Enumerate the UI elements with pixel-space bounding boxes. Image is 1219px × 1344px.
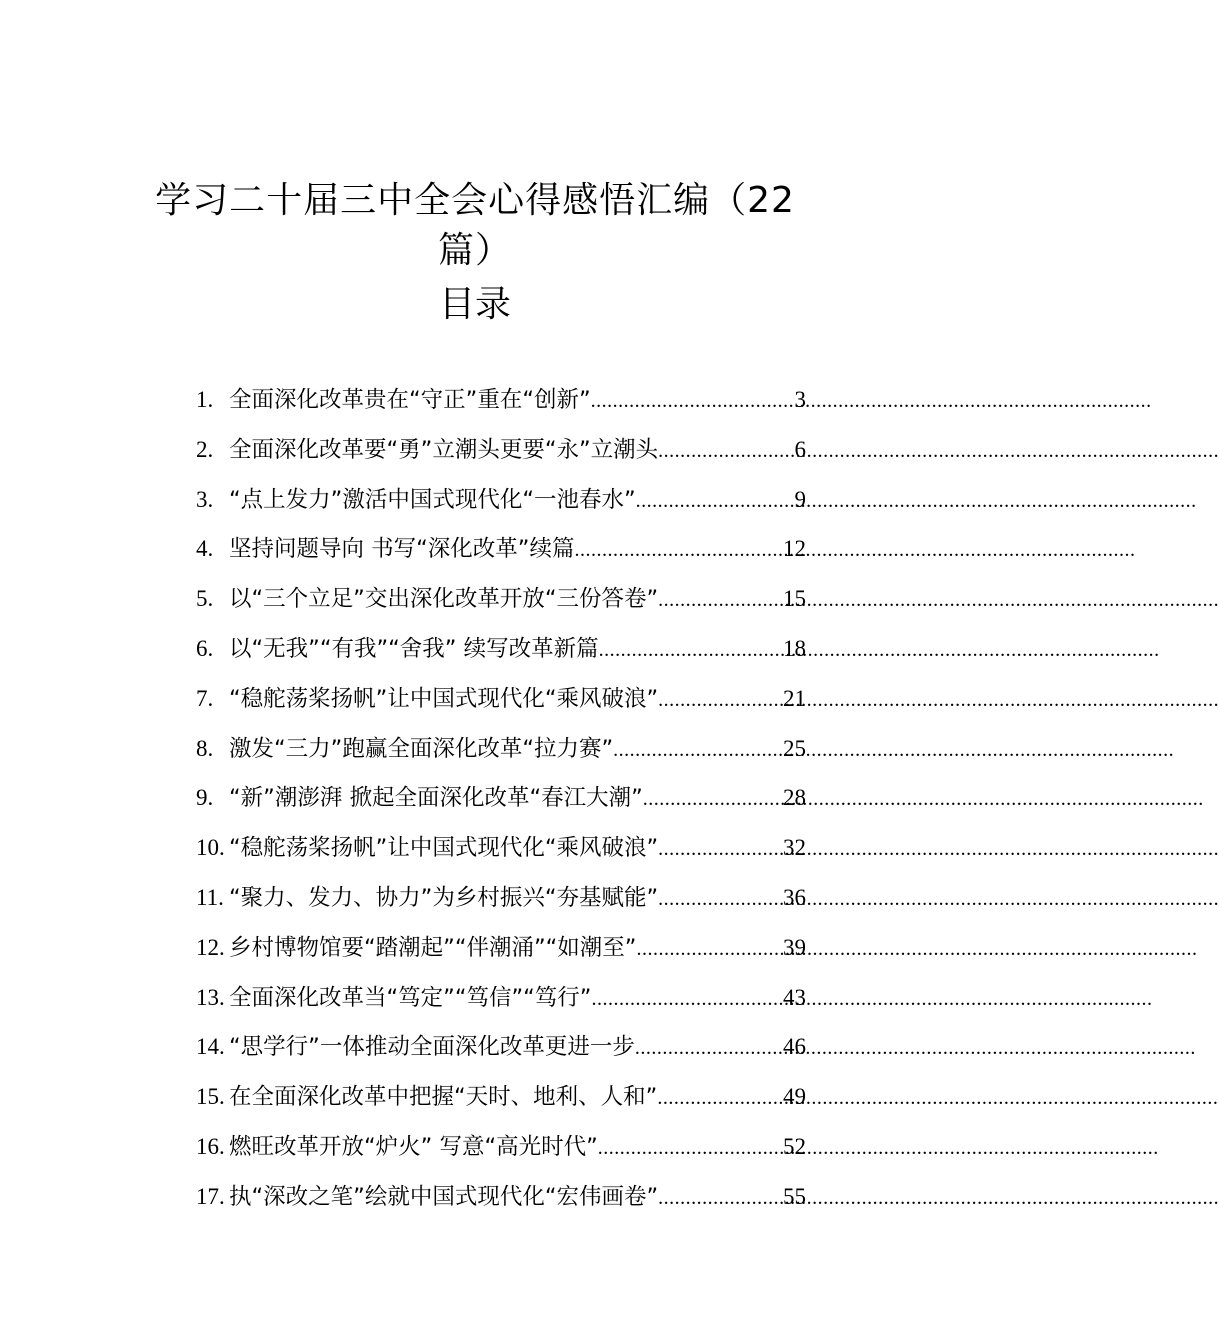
toc-entry[interactable] (196, 679, 806, 729)
toc-entry-title: “点上发力”激活中国式现代化“一池春水” (229, 486, 636, 513)
toc-dot-leader (658, 580, 783, 620)
toc-entry-title: 乡村博物馆要“踏潮起”“伴潮涌”“如潮至” (229, 934, 637, 961)
toc-entry-title: 以“无我”“有我”“舍我” 续写改革新篇 (229, 635, 599, 662)
toc-dot-leader (591, 979, 783, 1019)
toc-entry-title: 在全面深化改革中把握“天时、地利、人和” (229, 1084, 658, 1111)
toc-entry-title: 全面深化改革贵在“守正”重在“创新” (229, 387, 591, 413)
toc-entry[interactable] (196, 579, 806, 629)
toc-entry-title: 坚持问题导向 书写“深化改革”续篇 (229, 536, 575, 563)
toc-entry-page-number: 9 (794, 486, 806, 512)
toc-dot-leader (658, 1178, 783, 1218)
toc-entry[interactable] (196, 380, 806, 430)
document-title-block (150, 176, 800, 330)
toc-entry-page-number: 43 (783, 984, 806, 1010)
toc-dot-leader (657, 1078, 783, 1118)
toc-entry-page-number: 12 (783, 536, 806, 562)
toc-entry-number: 16. (196, 1133, 225, 1159)
toc-entry-number: 8. (196, 735, 214, 761)
toc-dot-leader (599, 630, 783, 670)
toc-entry-title: 全面深化改革当“笃定”“笃信”“笃行” (229, 984, 592, 1011)
toc-entry-page-number: 6 (794, 436, 806, 462)
toc-entry-number: 13. (196, 984, 225, 1010)
toc-dot-leader (598, 1128, 783, 1168)
toc-entry[interactable] (196, 1177, 806, 1227)
toc-dot-leader (643, 779, 783, 819)
toc-entry-number: 14. (196, 1034, 225, 1060)
toc-entry[interactable] (196, 778, 806, 828)
document-title-line-2: 篇） (437, 230, 512, 271)
toc-entry-page-number: 3 (794, 387, 806, 412)
toc-entry-title: “聚力、发力、协力”为乡村振兴“夯基赋能” (229, 884, 659, 911)
toc-entry-number: 1. (196, 387, 214, 412)
toc-entry[interactable] (196, 629, 806, 679)
toc-entry-page-number: 46 (783, 1034, 806, 1060)
toc-entry-page-number: 39 (783, 934, 806, 960)
toc-dot-leader (658, 829, 783, 869)
toc-entry-page-number: 28 (783, 785, 806, 811)
toc-entry-number: 3. (196, 486, 214, 512)
toc-dot-leader (658, 879, 783, 919)
toc-entry-title: 燃旺改革开放“炉火” 写意“高光时代” (229, 1133, 598, 1160)
toc-entry-page-number: 32 (783, 835, 806, 861)
toc-entry[interactable] (196, 480, 806, 530)
toc-dot-leader (636, 929, 783, 969)
toc-entry-page-number: 52 (783, 1133, 806, 1159)
toc-entry-number: 12. (196, 934, 225, 960)
toc-dot-leader (658, 431, 794, 471)
toc-entry-number: 11. (196, 884, 224, 910)
toc-entry-number: 5. (196, 586, 214, 612)
toc-entry-number: 4. (196, 536, 214, 562)
toc-entry-page-number: 49 (783, 1084, 806, 1110)
toc-entry-number: 9. (196, 785, 214, 811)
toc-entry-title: 以“三个立足”交出深化改革开放“三份答卷” (229, 586, 659, 613)
toc-entry-number: 2. (196, 436, 214, 462)
toc-entry[interactable] (196, 1077, 806, 1127)
toc-entry[interactable] (196, 729, 806, 779)
toc-entry-page-number: 21 (783, 685, 806, 711)
toc-entry-number: 7. (196, 685, 214, 711)
toc-dot-leader (636, 481, 795, 521)
toc-entry-title: 全面深化改革要“勇”立潮头更要“永”立潮头 (229, 436, 659, 463)
toc-entry-page-number: 55 (783, 1183, 806, 1209)
toc-entry[interactable] (196, 828, 806, 878)
toc-entry-title: “新”潮澎湃 掀起全面深化改革“春江大潮” (229, 785, 643, 812)
toc-entry[interactable] (196, 878, 806, 928)
toc-entry-title: 激发“三力”跑赢全面深化改革“拉力赛” (229, 735, 614, 762)
toc-entry-page-number: 18 (783, 635, 806, 661)
toc-entry-page-number: 36 (783, 884, 806, 910)
table-of-contents (196, 380, 806, 1227)
toc-entry-page-number: 15 (783, 586, 806, 612)
toc-dot-leader (658, 680, 783, 720)
toc-entry-number: 6. (196, 635, 214, 661)
toc-entry-title: “稳舵荡桨扬帆”让中国式现代化“乘风破浪” (229, 835, 659, 862)
toc-heading: 目录 (438, 284, 511, 325)
toc-dot-leader (591, 381, 795, 421)
toc-entry[interactable] (196, 928, 806, 978)
toc-entry-number: 17. (196, 1183, 225, 1209)
toc-entry[interactable] (196, 430, 806, 480)
toc-entry-title: “思学行”一体推动全面深化改革更进一步 (229, 1034, 635, 1061)
toc-entry-title: “稳舵荡桨扬帆”让中国式现代化“乘风破浪” (229, 685, 659, 712)
toc-entry[interactable] (196, 529, 806, 579)
document-title-line-1: 学习二十届三中全会心得感悟汇编（22 (155, 180, 795, 221)
toc-dot-leader (613, 730, 783, 770)
toc-entry-number: 15. (196, 1084, 225, 1110)
toc-dot-leader (635, 1028, 783, 1068)
toc-entry-page-number: 25 (783, 735, 806, 761)
toc-entry-title: 执“深改之笔”绘就中国式现代化“宏伟画卷” (229, 1183, 659, 1210)
toc-dot-leader (574, 530, 783, 570)
toc-entry-number: 10. (196, 835, 225, 861)
toc-entry[interactable] (196, 978, 806, 1028)
toc-entry[interactable] (196, 1027, 806, 1077)
toc-entry[interactable] (196, 1127, 806, 1177)
